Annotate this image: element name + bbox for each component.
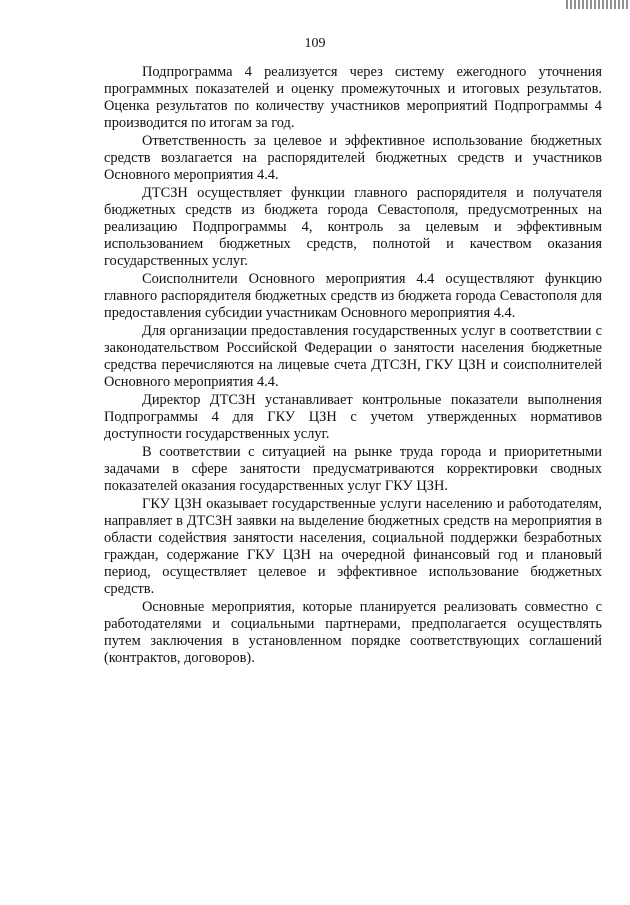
paragraph-organization: Для организации предоставления государственных услуг в соответствии с законодательством Российской Федерации о занятости населения бюджетные средства перечисляются на лицевые счета ДТСЗН, ГКУ ЦЗН и соисполнителей Основного мероприятия 4.4. xyxy=(104,323,602,390)
document-body xyxy=(104,64,602,667)
paragraph-responsibility: Ответственность за целевое и эффективное использование бюджетных средств возлагается на распорядителей бюджетных средств и участников Основного мероприятия 4.4. xyxy=(104,133,602,183)
page-number: 109 xyxy=(304,36,326,51)
paragraph-gku-czn: ГКУ ЦЗН оказывает государственные услуги населению и работодателям, направляет в ДТСЗН заявки на выделение бюджетных средств на мероприятия в области содействия занятости населения, социальной поддержки безработных граждан, содержание ГКУ ЦЗН на очередной финансовый год и плановый период, осуществляет целевое и эффективное использование бюджетных средств. xyxy=(104,496,602,597)
paragraph-co-executors: Соисполнители Основного мероприятия 4.4 осуществляют функцию главного распорядителя бюджетных средств из бюджета города Севастополя для предоставления субсидии участникам Основного мероприятия 4.4. xyxy=(104,271,602,321)
paragraph-main-activities: Основные мероприятия, которые планируется реализовать совместно с работодателями и социальными партнерами, предполагается осуществлять путем заключения в установленном порядке соответствующих соглашений (контрактов, договоров). xyxy=(104,599,602,666)
paragraph-labor-market: В соответствии с ситуацией на рынке труда города и приоритетными задачами в сфере занятости предусматриваются корректировки сводных показателей оказания государственных услуг ГКУ ЦЗН. xyxy=(104,444,602,494)
scan-corner-mark xyxy=(566,0,630,9)
paragraph-implementation: Подпрограмма 4 реализуется через систему ежегодного уточнения программных показателей и оценку промежуточных и итоговых результатов. Оценка результатов по количеству участников мероприятий Подпрограммы 4 производится по итогам за год. xyxy=(104,64,602,131)
paragraph-director: Директор ДТСЗН устанавливает контрольные показатели выполнения Подпрограммы 4 для ГКУ ЦЗН с учетом утвержденных нормативов доступности государственных услуг. xyxy=(104,392,602,442)
paragraph-dtszn-functions: ДТСЗН осуществляет функции главного распорядителя и получателя бюджетных средств из бюджета города Севастополя, предусмотренных на реализацию Подпрограммы 4, контроль за целевым и эффективным использованием бюджетных средств, полнотой и качеством оказания государственных услуг. xyxy=(104,185,602,269)
